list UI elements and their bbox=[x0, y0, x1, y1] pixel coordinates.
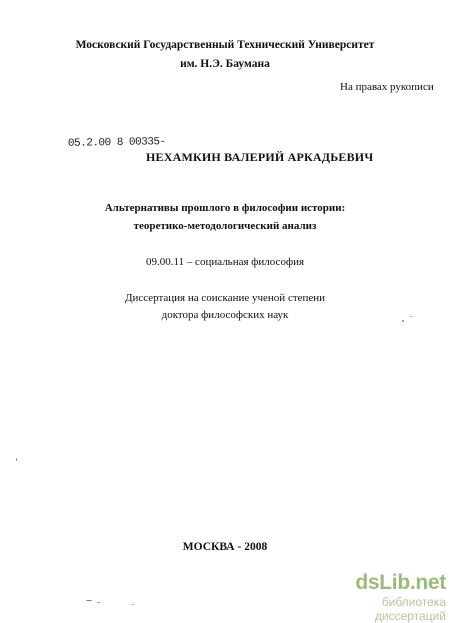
scan-speck bbox=[410, 316, 412, 317]
specialty-code: 09.00.11 – социальная философия bbox=[145, 256, 305, 268]
dslib-watermark bbox=[322, 572, 446, 623]
author-name: НЕХАМКИН ВАЛЕРИЙ АРКАДЬЕВИЧ bbox=[146, 150, 374, 164]
manuscript-rights-label: На правах рукописи bbox=[340, 81, 434, 93]
archive-stamp-number: 05.2.00 8 00335- bbox=[67, 136, 166, 150]
degree-line-1: Диссертация на соискание ученой степени bbox=[124, 292, 326, 304]
university-name: Московский Государственный Технический Университет bbox=[75, 39, 375, 51]
scan-speck bbox=[132, 604, 134, 605]
watermark-logo: dsLib.net bbox=[355, 571, 446, 594]
city-year: МОСКВА - 2008 bbox=[182, 541, 268, 553]
watermark-subtitle: библиотека диссертаций bbox=[374, 595, 446, 623]
dissertation-title-line-2: теоретико-методологический анализ bbox=[133, 220, 317, 232]
scan-speck bbox=[97, 602, 100, 603]
university-named-after: им. Н.Э. Баумана bbox=[180, 58, 270, 70]
degree-line-2: доктора философских наук bbox=[161, 309, 289, 321]
scan-speck bbox=[402, 320, 404, 322]
scan-speck bbox=[86, 600, 92, 601]
scan-speck bbox=[16, 458, 17, 461]
dissertation-title-line-1: Альтернативы прошлого в философии истории: bbox=[104, 202, 346, 214]
